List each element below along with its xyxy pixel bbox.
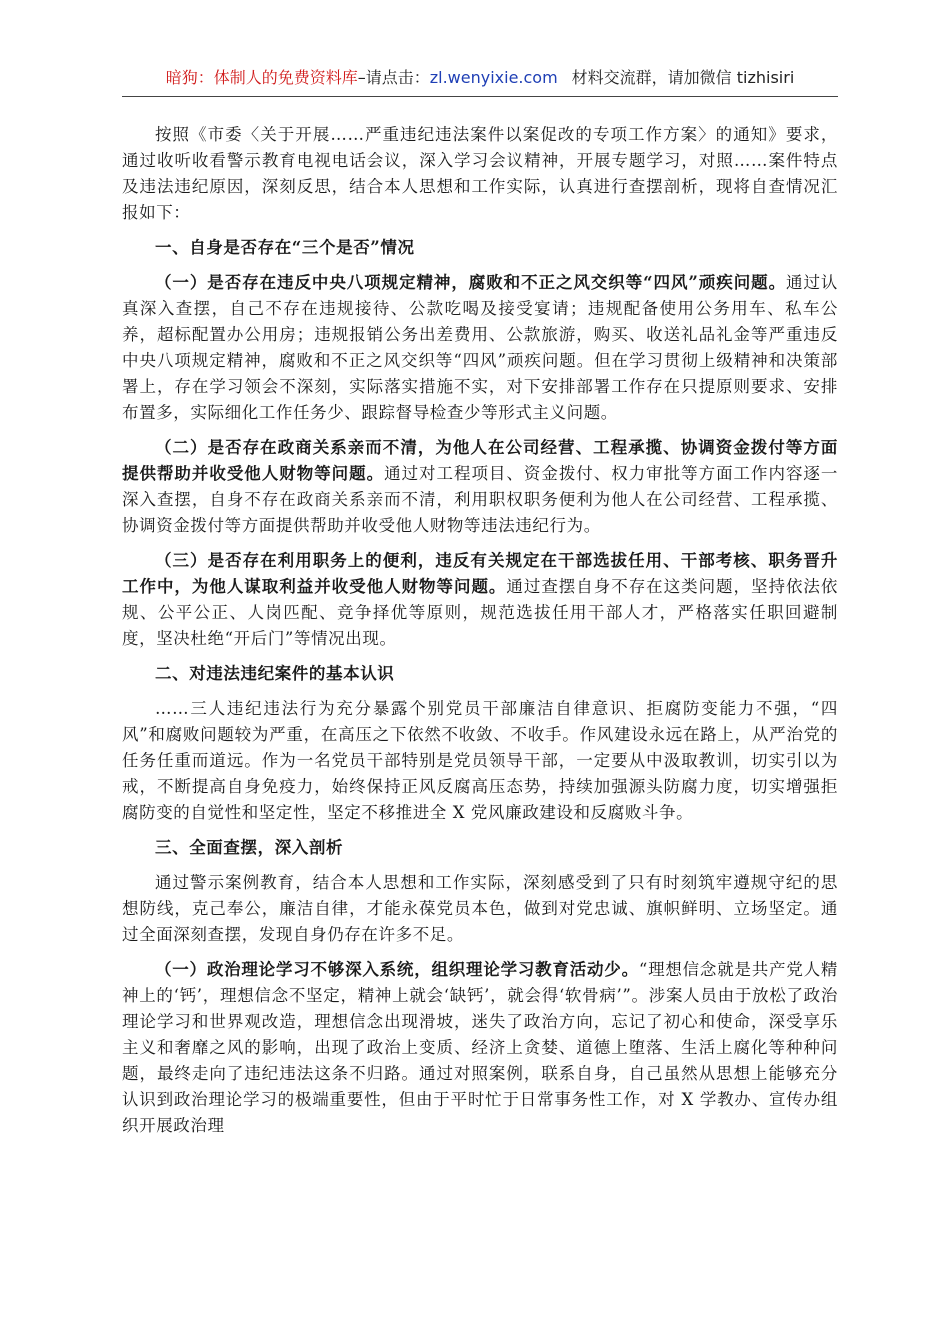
- header-pre-url: –请点击：: [357, 68, 430, 87]
- section3-paragraph-1: [122, 957, 838, 1139]
- header-url-link[interactable]: zl.wenyixie.com: [429, 68, 558, 87]
- header-divider: [122, 96, 838, 97]
- section3-intro: 通过警示案例教育，结合本人思想和工作实际，深刻感受到了只有时刻筑牢遵规守纪的思想防线，克己奉公，廉洁自律，才能永葆党员本色，做到对党忠诚、旗帜鲜明、立场坚定。通过全面深刻查摆，发现自身仍存在许多不足。: [122, 873, 838, 944]
- header-brand: 暗狗：体制人的免费资料库: [165, 68, 358, 87]
- section1-paragraph-3: [122, 548, 838, 652]
- section3-p1-text: “理想信念就是共产党人精神上的‘钙’，理想信念不坚定，精神上就会‘缺钙’，就会得‘软骨病’”。涉案人员由于放松了政治理论学习和世界观改造，理想信念出现滑坡，迷失了政治方向，忘记了初心和使命，深受享乐主义和奢靡之风的影响，出现了政治上变质、经济上贪婪、道德上堕落、生活上腐化等种种问题，最终走向了违纪违法这条不归路。通过对照案例，联系自身，自己虽然从思想上能够充分认识到政治理论学习的极端重要性，但由于平时忙于日常事务性工作，对 X 学教办、宣传办组织开展政治理: [122, 960, 838, 1135]
- page-header: [122, 66, 838, 90]
- intro-paragraph: 按照《市委〈关于开展……严重违纪违法案件以案促改的专项工作方案〉的通知》要求，通过收听收看警示教育电视电话会议，深入学习会议精神，开展专题学习，对照……案件特点及违法违纪原因，深刻反思，结合本人思想和工作实际，认真进行查摆剖析，现将自查情况汇报如下：: [122, 125, 838, 222]
- section1-paragraph-2: [122, 435, 838, 539]
- section1-p3-text: 通过查摆自身不存在这类问题，坚持依法依规、公平公正、人岗匹配、竞争择优等原则，规范选拔任用干部人才，严格落实任职回避制度，坚决杜绝“开后门”等情况出现。: [122, 577, 838, 648]
- section1-p3-title: （三）是否存在利用职务上的便利，违反有关规定在干部选拔任用、干部考核、职务晋升工作中，为他人谋取利益并收受他人财物等问题。: [122, 551, 838, 596]
- document-body: [122, 122, 838, 1148]
- section1-p1-title: （一）是否存在违反中央八项规定精神，腐败和不正之风交织等“四风”顽疾问题。: [155, 273, 787, 292]
- section2-paragraph: ……三人违纪违法行为充分暴露个别党员干部廉洁自律意识、拒腐防变能力不强，“四风”和腐败问题较为严重，在高压之下依然不收敛、不收手。作风建设永远在路上，从严治党的任务任重而道远。作为一名党员干部特别是党员领导干部，一定要从中汲取教训，切实引以为戒，不断提高自身免疫力，始终保持正风反腐高压态势，持续加强源头防腐力度，切实增强拒腐防变的自觉性和坚定性，坚定不移推进全 X 党风廉政建设和反腐败斗争。: [122, 699, 838, 822]
- section1-paragraph-1: [122, 270, 838, 426]
- section3-heading: 三、全面查摆，深入剖析: [155, 838, 344, 857]
- section1-p2-title: （二）是否存在政商关系亲而不清，为他人在公司经营、工程承揽、协调资金拨付等方面提供帮助并收受他人财物等问题。: [122, 438, 838, 483]
- section1-p2-text: 通过对工程项目、资金拨付、权力审批等方面工作内容逐一深入查摆，自身不存在政商关系亲而不清，利用职权职务便利为他人在公司经营、工程承揽、协调资金拨付等方面提供帮助并收受他人财物等违法违纪行为。: [122, 464, 839, 535]
- section3-p1-title: （一）政治理论学习不够深入系统，组织理论学习教育活动少。: [155, 960, 639, 979]
- header-contact: 材料交流群，请加微信 tizhisiri: [571, 68, 795, 87]
- section1-p1-text: 通过认真深入查摆，自己不存在违规接待、公款吃喝及接受宴请；违规配备使用公务用车、私车公养，超标配置办公用房；违规报销公务出差费用、公款旅游，购买、收送礼品礼金等严重违反中央八项规定精神，腐败和不正之风交织等“四风”顽疾问题。但在学习贯彻上级精神和决策部署上，存在学习领会不深刻，实际落实措施不实，对下安排部署工作存在只提原则要求、安排布置多，实际细化工作任务少、跟踪督导检查少等形式主义问题。: [122, 273, 838, 422]
- section2-heading: 二、对违法违纪案件的基本认识: [155, 664, 395, 683]
- section1-heading: 一、自身是否存在“三个是否”情况: [155, 238, 415, 257]
